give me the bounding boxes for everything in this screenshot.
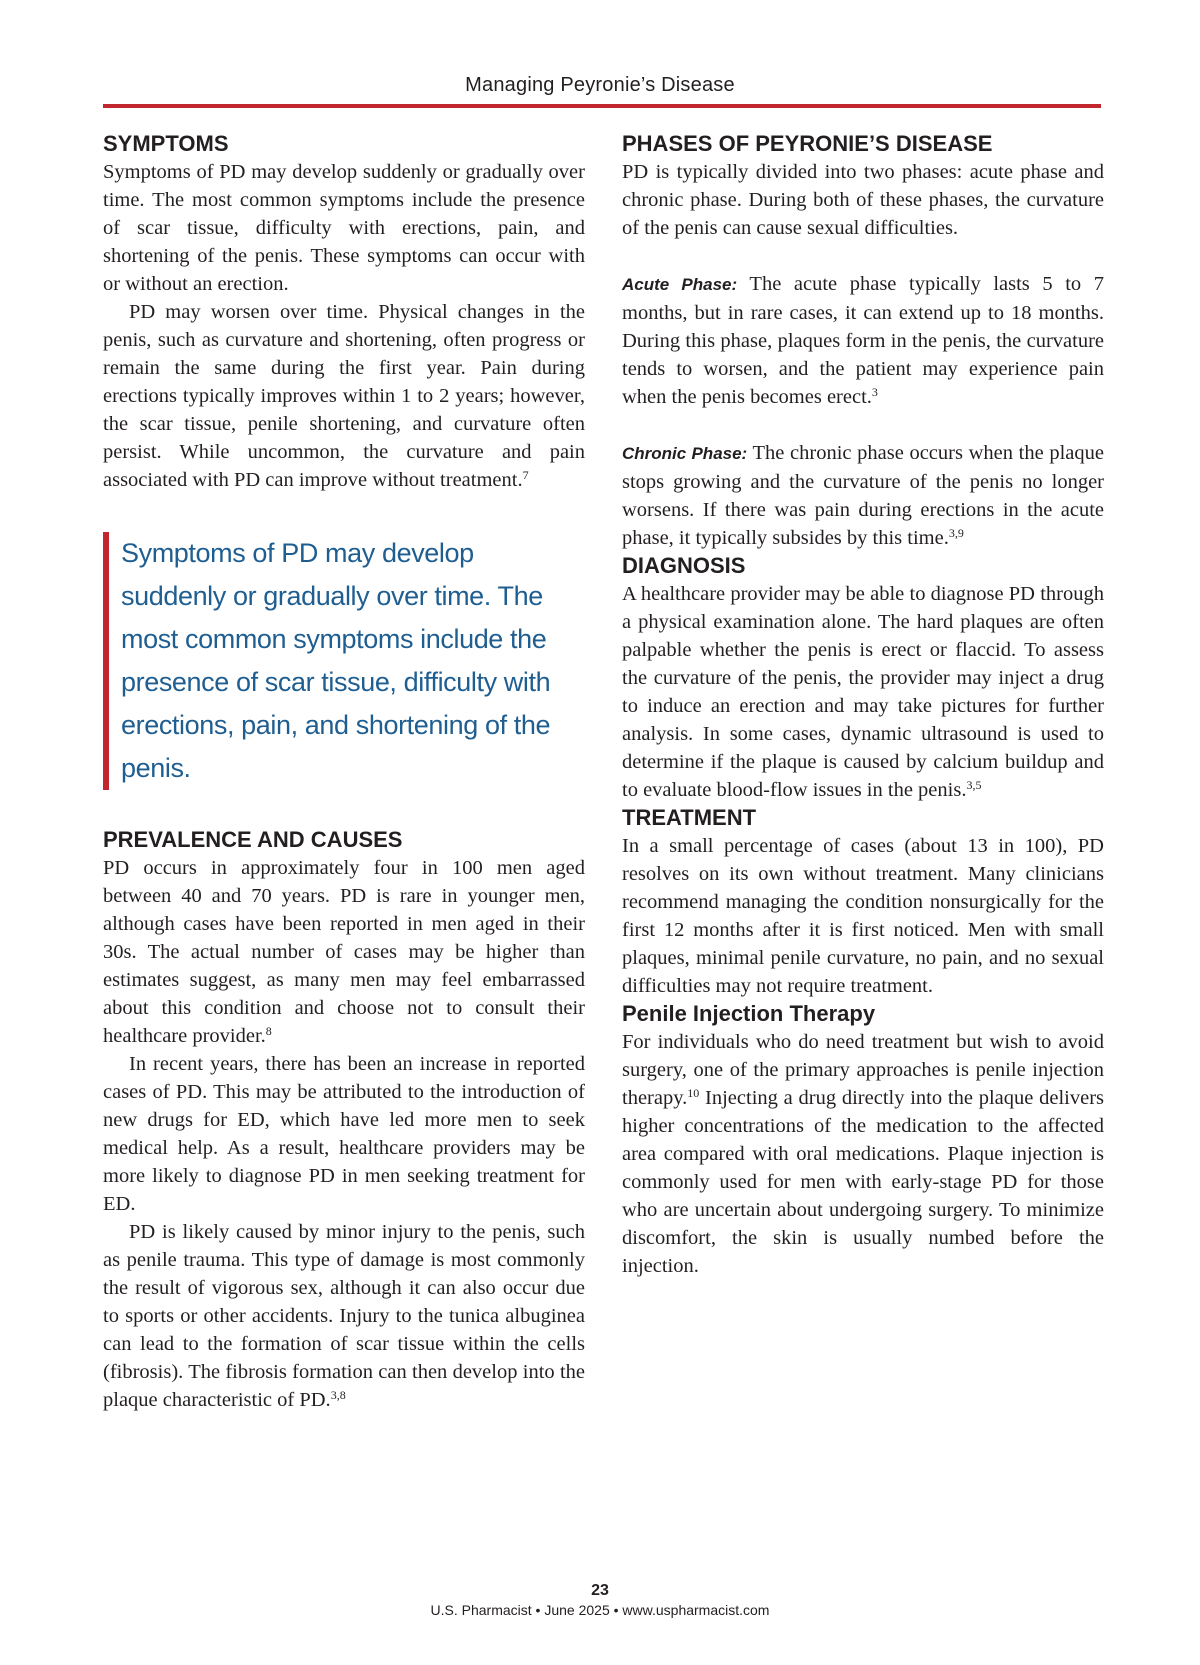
phases-p1-text: PD is typically divided into two phases: acute phase and chronic phase. During both of these phases, the curvature of the penis can cause sexual difficulties. bbox=[622, 161, 1104, 239]
symptoms-paragraph-2 bbox=[103, 298, 585, 494]
symptoms-p2-text: PD may worsen over time. Physical changes in the penis, such as curvature and shortening, often progress or remain the same during the first year. Pain during erections typically improves within 1 to 2 years; however, the scar tissue, penile shortening, and curvature often persist. While uncommon, the curvature and pain associated with PD can improve without treatment. bbox=[103, 301, 585, 491]
chronic-phase-text: The chronic phase occurs when the plaque stops growing and the curvature of the penis no longer worsens. If there was pain during erections in the acute phase, it typically subsides by this time. bbox=[622, 442, 1104, 549]
prevalence-p3-text: PD is likely caused by minor injury to the penis, such as penile trauma. This type of damage is most commonly the result of vigorous sex, although it can also occur due to sports or other accidents. Injury to the tunica albuginea can lead to the formation of scar tissue within the cells (fibrosis). The fibrosis formation can then develop into the plaque characteristic of PD. bbox=[103, 1221, 585, 1411]
injection-p1a-text: For individuals who do need treatment but wish to avoid surgery, one of the primary approaches is penile injection therapy. bbox=[622, 1031, 1104, 1109]
reference-superscript: 3,8 bbox=[330, 1388, 346, 1402]
diagnosis-p1-text: A healthcare provider may be able to diagnose PD through a physical examination alone. The hard plaques are often palpable whether the penis is erect or flaccid. To assess the curvature of the penis, the provider may inject a drug to induce an erection and may take pictures for further analysis. In some cases, dynamic ultrasound is used to determine if the plaque is caused by calcium buildup and to evaluate blood-flow issues in the penis. bbox=[622, 583, 1104, 801]
left-column bbox=[103, 130, 585, 1414]
page-number: 23 bbox=[591, 1582, 609, 1599]
chronic-phase-paragraph bbox=[622, 439, 1104, 552]
running-title: Managing Peyronie’s Disease bbox=[465, 74, 735, 96]
reference-superscript: 3,5 bbox=[966, 778, 982, 792]
prevalence-p2-text: In recent years, there has been an increase in reported cases of PD. This may be attributed to the introduction of new drugs for ED, which have led more men to seek medical help. As a result, healthcare providers may be more likely to diagnose PD in men seeking treatment for ED. bbox=[103, 1053, 585, 1215]
injection-therapy-paragraph bbox=[622, 1028, 1104, 1280]
diagnosis-heading: DIAGNOSIS bbox=[622, 553, 746, 578]
phases-heading: PHASES OF PEYRONIE’S DISEASE bbox=[622, 131, 993, 156]
injection-p1b-text: Injecting a drug directly into the plaque delivers higher concentrations of the medication to the affected area compared with oral medications. Plaque injection is commonly used for men with early-stage PD for those who are uncertain about undergoing surgery. To minimize discomfort, the skin is usually numbed before the injection. bbox=[622, 1087, 1104, 1277]
reference-superscript: 3 bbox=[871, 385, 878, 399]
prevalence-p1-text: PD occurs in approximately four in 100 men aged between 40 and 70 years. PD is rare in younger men, although cases have been reported in men aged in their 30s. The actual number of cases may be higher than estimates suggest, as many men may feel embarrassed about this condition and choose not to consult their healthcare provider. bbox=[103, 857, 585, 1047]
prevalence-heading: PREVALENCE AND CAUSES bbox=[103, 827, 403, 852]
acute-phase-text: The acute phase typically lasts 5 to 7 months, but in rare cases, it can extend up to 18 months. During this phase, plaques form in the penis, the curvature tends to worsen, and the patient may experience pain when the penis becomes erect. bbox=[622, 273, 1105, 408]
symptoms-p1-text: Symptoms of PD may develop suddenly or gradually over time. The most common symptoms include the presence of scar tissue, difficulty with erections, pain, and shortening of the penis. These symptoms can occur with or without an erection. bbox=[103, 161, 585, 295]
publication-footer: U.S. Pharmacist • June 2025 • www.uspharmacist.com bbox=[430, 1602, 770, 1618]
symptoms-heading: SYMPTOMS bbox=[103, 131, 229, 156]
reference-superscript: 10 bbox=[687, 1086, 700, 1100]
prevalence-paragraph-3 bbox=[103, 1218, 585, 1414]
prevalence-paragraph-1 bbox=[103, 854, 585, 1050]
acute-phase-label: Acute Phase: bbox=[622, 275, 738, 294]
injection-therapy-heading: Penile Injection Therapy bbox=[622, 1001, 876, 1026]
reference-superscript: 8 bbox=[265, 1024, 272, 1038]
right-column bbox=[622, 130, 1104, 1280]
prevalence-paragraph-2 bbox=[103, 1050, 585, 1218]
chronic-phase-label: Chronic Phase: bbox=[622, 444, 748, 463]
symptoms-paragraph-1 bbox=[103, 158, 585, 298]
reference-superscript: 7 bbox=[522, 468, 529, 482]
pull-quote: Symptoms of PD may develop suddenly or gradually over time. The most common symptoms include the presence of scar tissue, difficulty with erections, pain, and shortening of the penis. bbox=[103, 532, 585, 790]
diagnosis-paragraph bbox=[622, 580, 1104, 804]
treatment-p1-text: In a small percentage of cases (about 13 in 100), PD resolves on its own without treatment. Many clinicians recommend managing the condition nonsurgically for the first 12 months after it is first noticed. Men with small plaques, minimal penile curvature, no pain, and no sexual difficulties may not require treatment. bbox=[622, 835, 1104, 997]
treatment-paragraph bbox=[622, 832, 1104, 1000]
header-rule bbox=[103, 104, 1101, 108]
treatment-heading: TREATMENT bbox=[622, 805, 757, 830]
acute-phase-paragraph bbox=[622, 270, 1104, 411]
reference-superscript: 3,9 bbox=[948, 526, 964, 540]
phases-paragraph bbox=[622, 158, 1104, 242]
